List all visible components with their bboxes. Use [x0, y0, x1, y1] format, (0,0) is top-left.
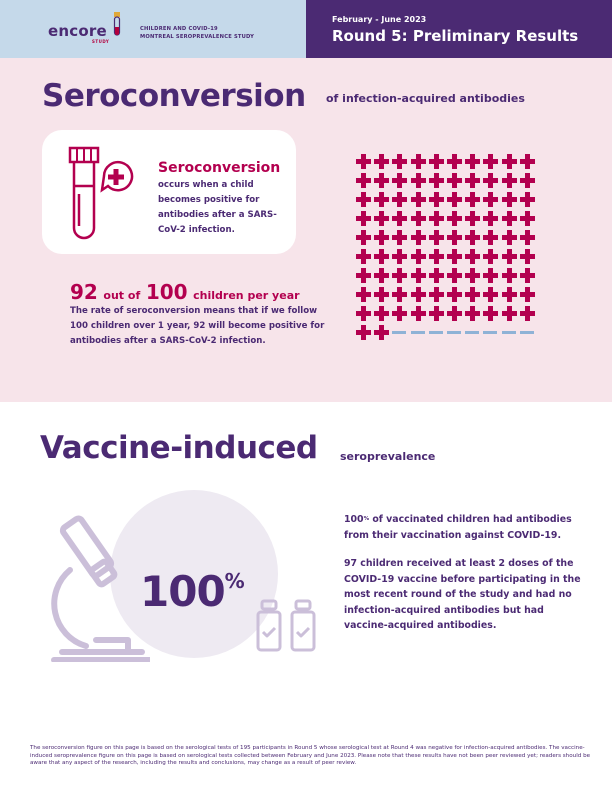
vaccine-big-value: 100 [140, 567, 225, 616]
vaccine-text-1-rest: of vaccinated children had antibodies from their vaccination against COVID-19. [344, 514, 572, 541]
header-subtitle-2: MONTREAL SEROPREVALENCE STUDY [140, 34, 255, 40]
logo-text: encore [48, 22, 107, 40]
vaccine-text-1-unit: % [363, 516, 370, 522]
seroconversion-heading-sub: of infection-acquired antibodies [326, 92, 525, 105]
definition-title: Seroconversion [158, 160, 281, 176]
header-right [306, 0, 612, 58]
vaccine-big-unit: % [224, 569, 244, 593]
vaccine-text-1-value: 100 [344, 514, 364, 525]
stat-body: The rate of seroconversion means that if we follow 100 children over 1 year, 92 will become positive for antibodies after a SARS-CoV-2 infection. [70, 306, 325, 346]
microscope-icon [40, 512, 150, 662]
vaccine-heading: Vaccine-induced [40, 430, 318, 466]
seroconversion-heading: Seroconversion [42, 78, 306, 114]
footnote: The seroconversion figure on this page is based on the serological tests of 195 participants in Round 5 whose serological test at Round 4 was negative for infection-acquired antibodies. The vaccine-induced seroprevalence figure on this page is based on serological tests collected between February and June 2023. Please note that these results have not been peer reviewed yet; readers should be aware that any aspect of the research, including the results and conclusions, may change as a result of peer review. [30, 745, 591, 767]
seroconversion-grid [356, 154, 540, 348]
logo-tube-icon [112, 12, 122, 42]
vaccine-heading-sub: seroprevalence [340, 450, 436, 463]
round-title: Round 5: Preliminary Results [332, 27, 579, 45]
vaccine-text-2: 97 children received at least 2 doses of the COVID-19 vaccine before participating in the most recent round of the study and had no infection-acquired antibodies but had vaccine-acquired antibodies. [344, 558, 581, 631]
vaccine-vial-icon [254, 598, 320, 654]
logo-sub: STUDY [92, 39, 110, 44]
vaccine-big-stat [140, 567, 244, 616]
stat-unit: children per year [193, 289, 300, 302]
seroconversion-stat [70, 280, 300, 304]
test-tube-icon [68, 146, 140, 246]
date-range: February - June 2023 [332, 15, 427, 24]
vaccine-text-1 [344, 512, 584, 543]
stat-total: 100 [145, 280, 188, 304]
medical-cross-bubble-icon [102, 162, 132, 190]
stat-number: 92 [70, 280, 98, 304]
header-subtitle-1: CHILDREN AND COVID-19 [140, 26, 218, 32]
stat-mid: out of [103, 289, 141, 302]
definition-body: occurs when a child becomes positive for antibodies after a SARS-CoV-2 infection. [158, 180, 277, 235]
